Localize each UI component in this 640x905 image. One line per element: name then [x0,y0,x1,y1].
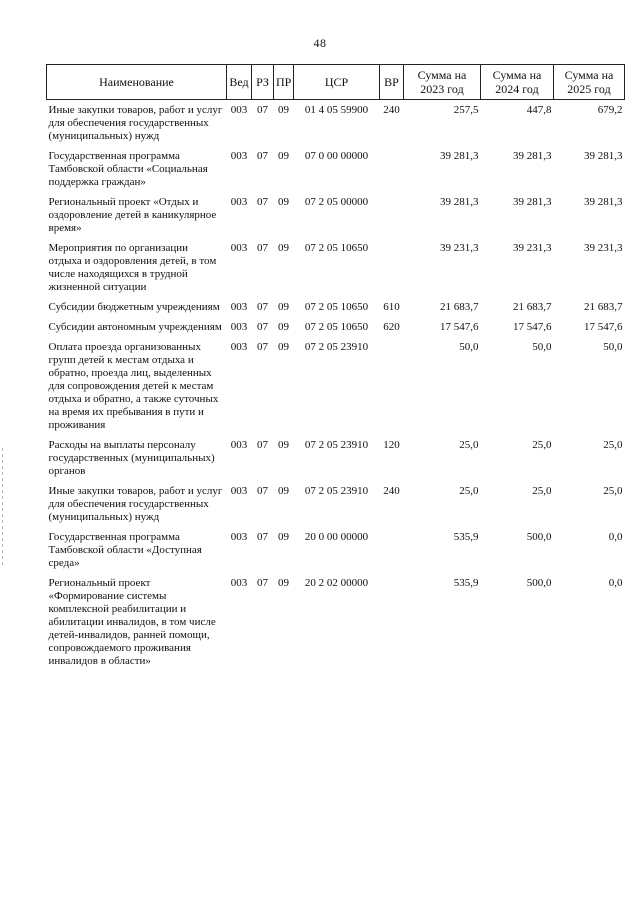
cell-sum-2023: 25,0 [459,485,479,497]
header-pr: ПР [274,65,294,100]
cell-csr: 07 2 05 23910 [304,485,369,497]
table-body [47,100,625,676]
cell-ved: 003 [230,150,248,162]
cell-vr: 120 [383,439,400,451]
budget-table [46,64,625,675]
cell-name: Субсидии бюджетным учреждениям [48,301,220,313]
cell-sum-2023: 25,0 [459,439,479,451]
cell-name: Иные закупки товаров, работ и услуг для обеспечения государственных (муниципальных) нужд [48,485,223,523]
cell-rz: 07 [257,341,268,353]
cell-sum-2023: 535,9 [453,577,479,589]
cell-sum-2025: 39 231,3 [584,242,623,254]
cell-pr: 09 [278,301,289,313]
table-row [47,341,625,439]
cell-ved: 003 [230,531,248,543]
cell-sum-2025: 679,2 [597,104,623,116]
cell-vr: 240 [383,485,400,497]
cell-name: Региональный проект «Формирование системы комплексной реабилитации и абилитации инвалидов, в том числе детей-инвалидов, ранней помощи, сопровождаемого проживания инвалидов в области» [48,577,216,667]
page-number: 48 [313,36,327,50]
table-row [47,321,625,341]
cell-pr: 09 [278,242,289,254]
cell-sum-2023: 39 281,3 [440,150,479,162]
cell-sum-2023: 39 231,3 [440,242,479,254]
table-row [47,485,625,531]
cell-vr [380,341,404,439]
cell-sum-2024: 39 281,3 [513,150,552,162]
cell-sum-2025: 0,0 [608,577,623,589]
cell-ved: 003 [230,341,248,353]
cell-sum-2024: 500,0 [526,577,552,589]
header-sum-2023: Сумма на 2023 год [404,65,481,100]
header-vr: ВР [380,65,404,100]
cell-sum-2024: 17 547,6 [513,321,552,333]
cell-ved: 003 [230,577,248,589]
cell-rz: 07 [257,301,268,313]
cell-name: Субсидии автономным учреждениям [48,321,222,333]
cell-name: Государственная программа Тамбовской области «Доступная среда» [48,531,202,569]
cell-sum-2023: 257,5 [453,104,479,116]
cell-vr [380,577,404,675]
cell-ved: 003 [230,242,248,254]
table-row [47,242,625,301]
table-row [47,150,625,196]
cell-pr: 09 [278,104,289,116]
table-row [47,577,625,675]
cell-sum-2025: 25,0 [603,439,623,451]
cell-csr: 07 2 05 10650 [304,242,369,254]
cell-pr: 09 [278,439,289,451]
cell-rz: 07 [257,321,268,333]
table-row [47,196,625,242]
cell-sum-2023: 535,9 [453,531,479,543]
header-sum-2024: Сумма на 2024 год [481,65,554,100]
cell-ved: 003 [230,196,248,208]
cell-csr: 20 2 02 00000 [304,577,369,589]
cell-ved: 003 [230,301,248,313]
cell-sum-2023: 21 683,7 [440,301,479,313]
cell-sum-2024: 500,0 [526,531,552,543]
cell-name: Оплата проезда организованных групп детей к местам отдыха и обратно, проезда лиц, выделенных для сопровождения детей к местам отдыха и обратно, а также суточных на время их пребывания в пути и проживания [48,341,219,431]
cell-rz: 07 [257,242,268,254]
cell-pr: 09 [278,150,289,162]
cell-sum-2024: 25,0 [532,485,552,497]
cell-vr: 620 [383,321,400,333]
cell-vr [380,531,404,577]
cell-sum-2025: 0,0 [608,531,623,543]
cell-pr: 09 [278,577,289,589]
cell-name: Государственная программа Тамбовской области «Социальная поддержка граждан» [48,150,208,188]
cell-csr: 07 2 05 00000 [304,196,369,208]
cell-name: Иные закупки товаров, работ и услуг для обеспечения государственных (муниципальных) нужд [48,104,223,142]
cell-vr: 240 [383,104,400,116]
cell-sum-2024: 25,0 [532,439,552,451]
cell-csr: 07 0 00 00000 [304,150,369,162]
table-row [47,100,625,151]
scan-margin-mark [2,448,3,568]
cell-sum-2023: 50,0 [459,341,479,353]
cell-rz: 07 [257,439,268,451]
header-rz: РЗ [252,65,274,100]
cell-sum-2025: 39 281,3 [584,196,623,208]
cell-csr: 20 0 00 00000 [304,531,369,543]
header-sum-2025: Сумма на 2025 год [554,65,625,100]
cell-rz: 07 [257,577,268,589]
cell-sum-2024: 39 231,3 [513,242,552,254]
cell-sum-2024: 447,8 [526,104,552,116]
cell-pr: 09 [278,531,289,543]
cell-rz: 07 [257,150,268,162]
cell-sum-2023: 39 281,3 [440,196,479,208]
cell-sum-2024: 21 683,7 [513,301,552,313]
cell-csr: 07 2 05 10650 [304,321,369,333]
cell-rz: 07 [257,531,268,543]
cell-rz: 07 [257,104,268,116]
cell-sum-2025: 21 683,7 [584,301,623,313]
header-ved: Вед [227,65,252,100]
table-header [47,65,625,100]
cell-csr: 07 2 05 23910 [304,439,369,451]
cell-ved: 003 [230,485,248,497]
table-row [47,531,625,577]
cell-sum-2025: 17 547,6 [584,321,623,333]
cell-sum-2023: 17 547,6 [440,321,479,333]
cell-csr: 07 2 05 23910 [304,341,369,353]
cell-pr: 09 [278,485,289,497]
cell-csr: 07 2 05 10650 [304,301,369,313]
cell-vr [380,150,404,196]
cell-sum-2024: 39 281,3 [513,196,552,208]
header-row [47,65,625,100]
header-name: Наименование [47,65,227,100]
cell-pr: 09 [278,341,289,353]
cell-vr: 610 [383,301,400,313]
cell-vr [380,242,404,301]
table-row [47,439,625,485]
cell-rz: 07 [257,196,268,208]
cell-sum-2025: 39 281,3 [584,150,623,162]
cell-name: Региональный проект «Отдых и оздоровление детей в каникулярное время» [48,196,217,234]
cell-ved: 003 [230,104,248,116]
cell-pr: 09 [278,196,289,208]
cell-vr [380,196,404,242]
cell-sum-2025: 25,0 [603,485,623,497]
cell-sum-2025: 50,0 [603,341,623,353]
cell-rz: 07 [257,485,268,497]
table-row [47,301,625,321]
header-csr: ЦСР [294,65,380,100]
cell-name: Расходы на выплаты персоналу государственных (муниципальных) органов [48,439,215,477]
cell-ved: 003 [230,321,248,333]
cell-ved: 003 [230,439,248,451]
cell-sum-2024: 50,0 [532,341,552,353]
cell-name: Мероприятия по организации отдыха и оздоровления детей, в том числе находящихся в трудной жизненной ситуации [48,242,217,293]
cell-pr: 09 [278,321,289,333]
cell-csr: 01 4 05 59900 [304,104,369,116]
